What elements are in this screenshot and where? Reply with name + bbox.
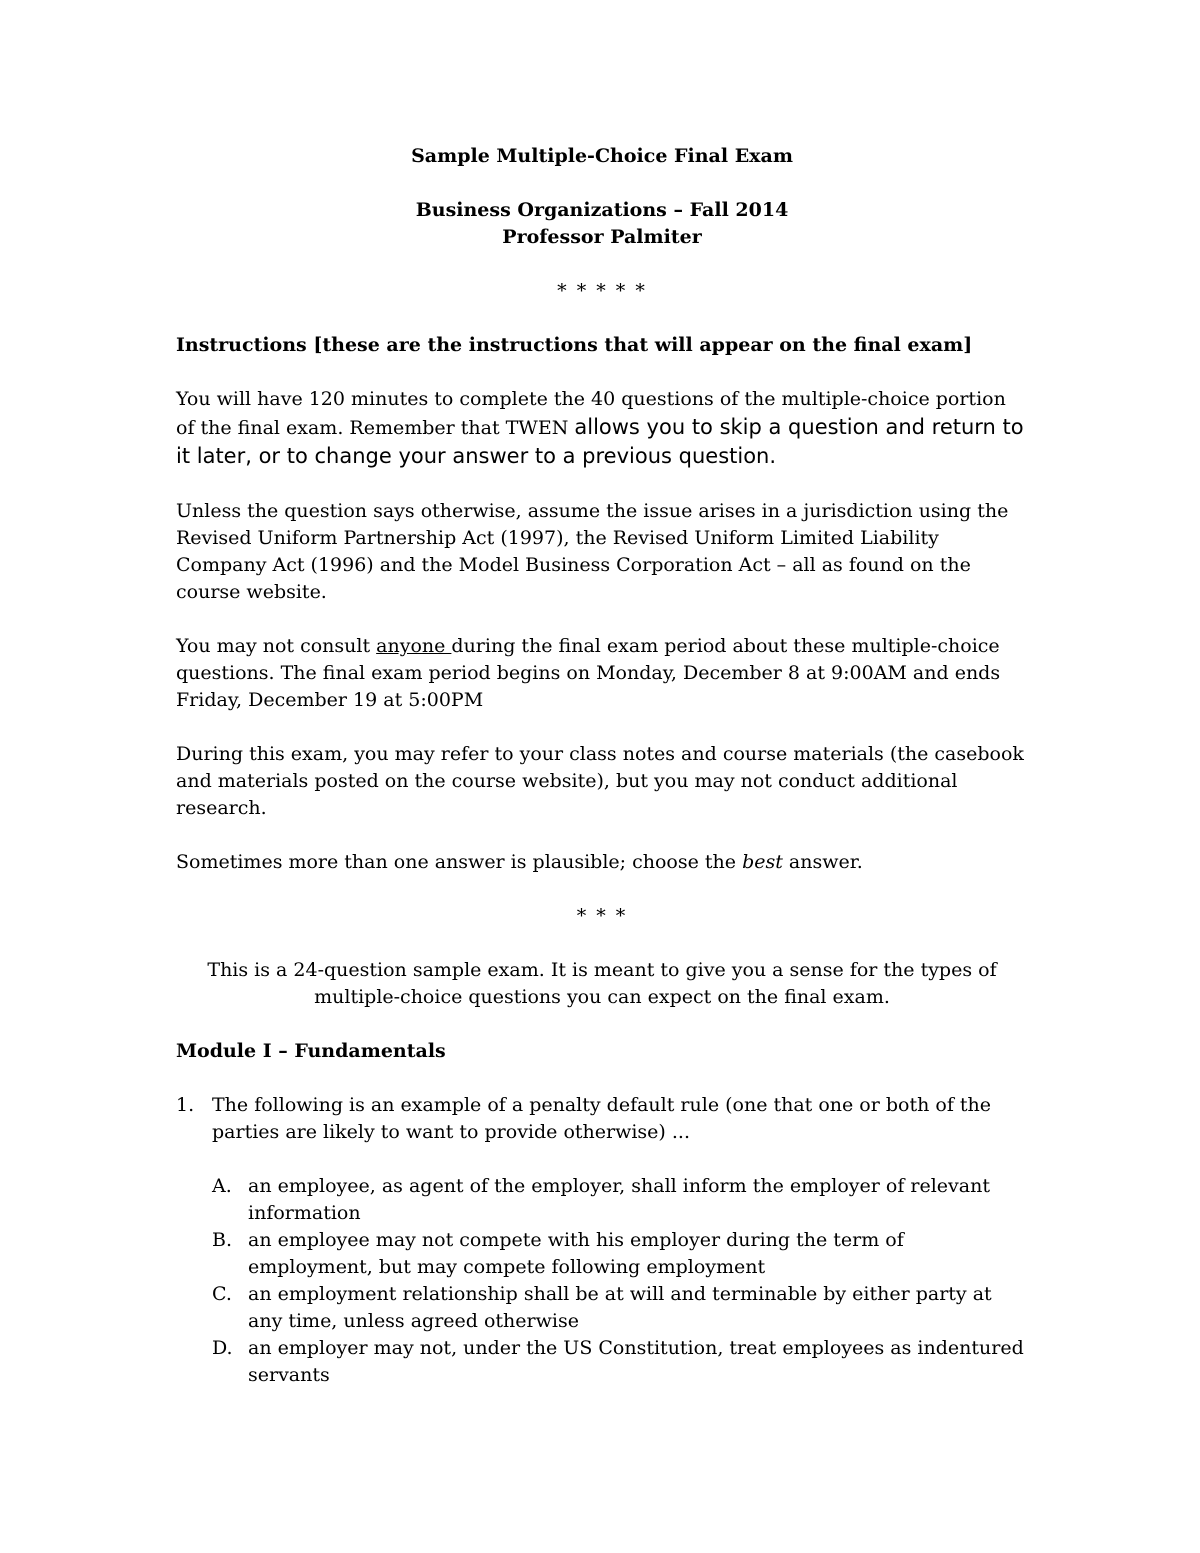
exam-subtitle-block [176,197,1028,251]
option-text: an employment relationship shall be at will and terminable by either party at any time, unless agreed otherwise [248,1283,992,1332]
option-letter: D. [212,1337,233,1359]
consult-underlined-word: anyone [376,635,452,657]
sample-note: This is a 24-question sample exam. It is meant to give you a sense for the types of multiple-choice questions you can expect on the final exam. [207,959,997,1008]
question-1 [176,1092,1028,1146]
course-name: Business Organizations – Fall 2014 [415,199,789,221]
best-answer-before: Sometimes more than one answer is plausible; choose the [176,851,743,873]
option-text: an employee may not compete with his employer during the term of employment, but may compete following employment [248,1229,904,1278]
instructions-paragraph-jurisdiction: Unless the question says otherwise, assume the issue arises in a jurisdiction using the Revised Uniform Partnership Act (1997), the Revised Uniform Limited Liability Company Act (1996) and the Model Business Corporation Act – all as found on the course website. [176,500,1009,603]
option-c[interactable] [212,1281,1028,1335]
instructions-paragraph-materials: During this exam, you may refer to your class notes and course materials (the casebook and materials posted on the course website), but you may not conduct additional research. [176,743,1024,819]
instructions-heading: Instructions [these are the instructions that will appear on the final exam] [176,334,973,356]
option-letter: B. [212,1229,233,1251]
question-1-options [212,1173,1028,1389]
option-letter: A. [212,1175,232,1197]
option-letter: C. [212,1283,232,1305]
divider-top: * * * * * [557,280,647,302]
consult-text-before: You may not consult [176,635,377,657]
professor-name: Professor Palmiter [502,226,702,248]
instructions-paragraph-time [176,386,1028,471]
module-heading: Module I – Fundamentals [176,1040,446,1062]
option-text: an employee, as agent of the employer, shall inform the employer of relevant information [248,1175,990,1224]
best-answer-after: answer. [782,851,863,873]
exam-page [176,143,1028,1389]
exam-title: Sample Multiple-Choice Final Exam [411,145,793,167]
best-answer-italic: best [742,851,783,873]
question-number: 1. [176,1094,195,1116]
consult-text-after: during the final exam period about these multiple-choice questions. The final exam period begins on Monday, December 8 at 9:00AM and ends Friday, December 19 at 5:00PM [176,635,1001,711]
question-text: The following is an example of a penalty default rule (one that one or both of the parties are likely to want to provide otherwise) ... [212,1094,992,1143]
option-b[interactable] [212,1227,1028,1281]
option-text: an employer may not, under the US Constitution, treat employees as indentured servants [248,1337,1024,1386]
instructions-twen-text: allows you to skip a question and return to it later, or to change your answer to a previous question. [176,415,1024,468]
divider-mid: * * * [576,905,628,927]
option-d[interactable] [212,1335,1028,1389]
instructions-time-text: You will have 120 minutes to complete the 40 questions of the multiple-choice portion of the final exam. Remember that TWEN [176,388,1006,439]
instructions-paragraph-consult [176,633,1028,714]
option-a[interactable] [212,1173,1028,1227]
instructions-paragraph-best-answer [176,849,1028,876]
